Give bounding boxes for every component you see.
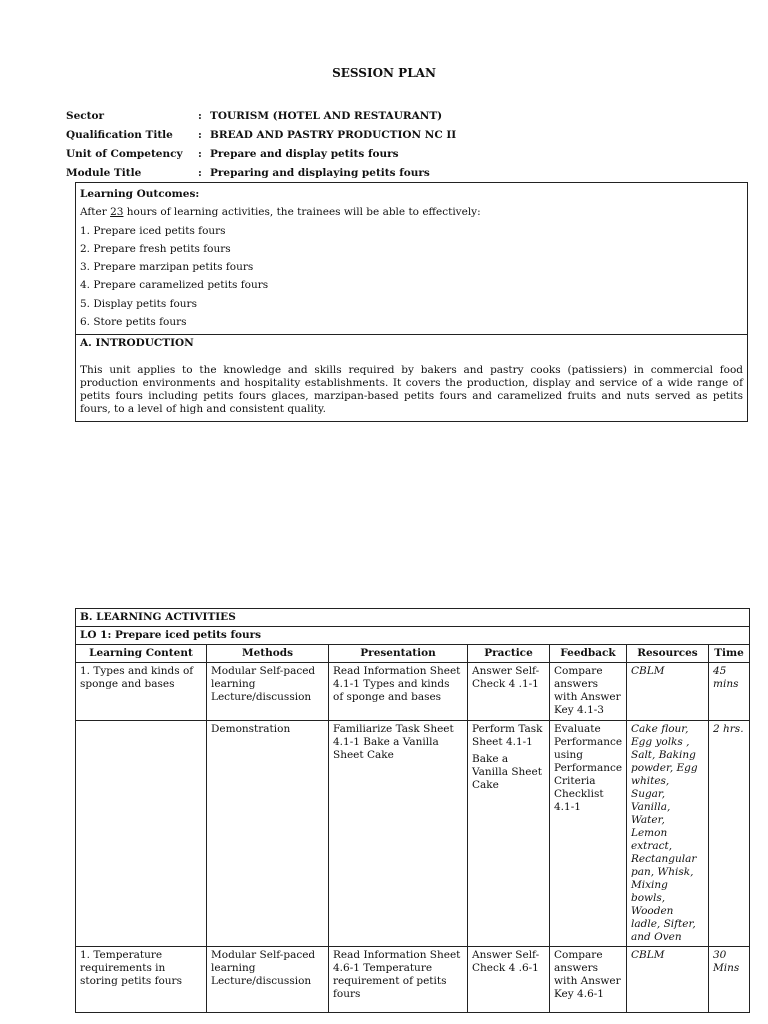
column-header: Time [709,645,750,663]
outcome-item: 6. Store petits fours [80,316,187,329]
practice-task-detail: Bake a Vanilla Sheet Cake [472,753,542,791]
meta-label: Module Title [66,166,142,179]
column-header: Learning Content [76,645,207,663]
meta-row-qualification [66,125,456,144]
cell-time: 2 hrs. [709,721,750,947]
cell-time: 45 mins [709,663,750,721]
page-title: SESSION PLAN [332,66,436,80]
cell-methods: Modular Self-paced learning Lecture/discussion [207,663,329,721]
meta-value: Preparing and displaying petits fours [210,166,430,179]
learning-activities-table [75,608,750,1013]
cell-presentation: Read Information Sheet 4.1-1 Types and kinds of sponge and bases [329,663,468,721]
practice-task: Perform Task Sheet 4.1-1 [472,723,543,748]
cell-methods: Demonstration [207,721,329,947]
cell-practice [468,721,550,947]
outcomes-introduction-box [75,182,748,422]
learning-outcomes [76,183,747,335]
outcome-item: 4. Prepare caramelized petits fours [80,279,269,292]
outcome-item: 1. Prepare iced petits fours [80,224,226,237]
outcome-item: 2. Prepare fresh petits fours [80,242,231,255]
column-header: Methods [207,645,329,663]
meta-label: Qualification Title [66,128,173,141]
table-heading-row [76,609,750,627]
cell-presentation: Familiarize Task Sheet 4.1-1 Bake a Vanilla Sheet Cake [329,721,468,947]
cell-feedback: Evaluate Performance using Performance Criteria Checklist 4.1-1 [550,721,627,947]
cell-feedback: Compare answers with Answer Key 4.6-1 [550,947,627,1013]
table-row [76,947,750,1013]
column-header: Presentation [329,645,468,663]
meta-label: Sector [66,109,105,122]
introduction-heading: A. INTRODUCTION [80,337,194,349]
meta-colon: : [198,128,202,141]
column-header: Practice [468,645,550,663]
table-row [76,663,750,721]
meta-row-module [66,163,456,182]
cell-content: 1. Types and kinds of sponge and bases [76,663,207,721]
cell-content: 1. Temperature requirements in storing petits fours [76,947,207,1013]
meta-value: TOURISM (HOTEL AND RESTAURANT) [210,109,443,122]
outcome-item: 3. Prepare marzipan petits fours [80,261,254,274]
cell-time: 30 Mins [709,947,750,1013]
meta-colon: : [198,166,202,179]
outcomes-heading: Learning Outcomes: [80,188,200,200]
outcomes-hours: 23 [110,206,124,219]
cell-resources: CBLM [627,663,709,721]
table-lo-row [76,627,750,645]
meta-value: Prepare and display petits fours [210,147,399,160]
meta-colon: : [198,147,202,160]
meta-row-sector [66,106,456,125]
meta-label: Unit of Competency [66,147,183,160]
outcomes-intro-start: After [80,206,111,219]
table-row [76,721,750,947]
cell-resources: Cake flour, Egg yolks , Salt, Baking powder, Egg whites, Sugar, Vanilla, Water, Lemon extract, Rectangular pan, Whisk, Mixing bowls, Wooden ladle, Sifter, and Oven [627,721,709,947]
cell-presentation: Read Information Sheet 4.6-1 Temperature requirement of petits fours [329,947,468,1013]
cell-practice: Answer Self-Check 4 .6-1 [468,947,550,1013]
column-header: Feedback [550,645,627,663]
column-header: Resources [627,645,709,663]
cell-resources: CBLM [627,947,709,1013]
outcome-item: 5. Display petits fours [80,297,197,310]
introduction-section [76,335,747,418]
outcomes-intro-end: hours of learning activities, the trainees will be able to effectively: [123,206,481,219]
cell-feedback: Compare answers with Answer Key 4.1-3 [550,663,627,721]
activities-heading: B. LEARNING ACTIVITIES [76,609,750,627]
outcomes-intro [80,203,743,221]
meta-colon: : [198,109,202,122]
introduction-text: This unit applies to the knowledge and skills required by bakers and pastry cooks (patissiers) in commercial food production environments and hospitality establishments. It covers the production, display and service of a wide range of petits fours including petits fours glaces, marzipan-based petits fours and caramelized fruits and nuts served as petits fours, to a level of high and consistent quality. [80,364,743,415]
lo-heading: LO 1: Prepare iced petits fours [76,627,750,645]
meta-value: BREAD AND PASTRY PRODUCTION NC II [210,128,457,141]
plan-details [66,106,456,182]
cell-practice: Answer Self-Check 4 .1-1 [468,663,550,721]
cell-methods: Modular Self-paced learning Lecture/discussion [207,947,329,1013]
cell-content [76,721,207,947]
table-header-row [76,645,750,663]
meta-row-unit [66,144,456,163]
